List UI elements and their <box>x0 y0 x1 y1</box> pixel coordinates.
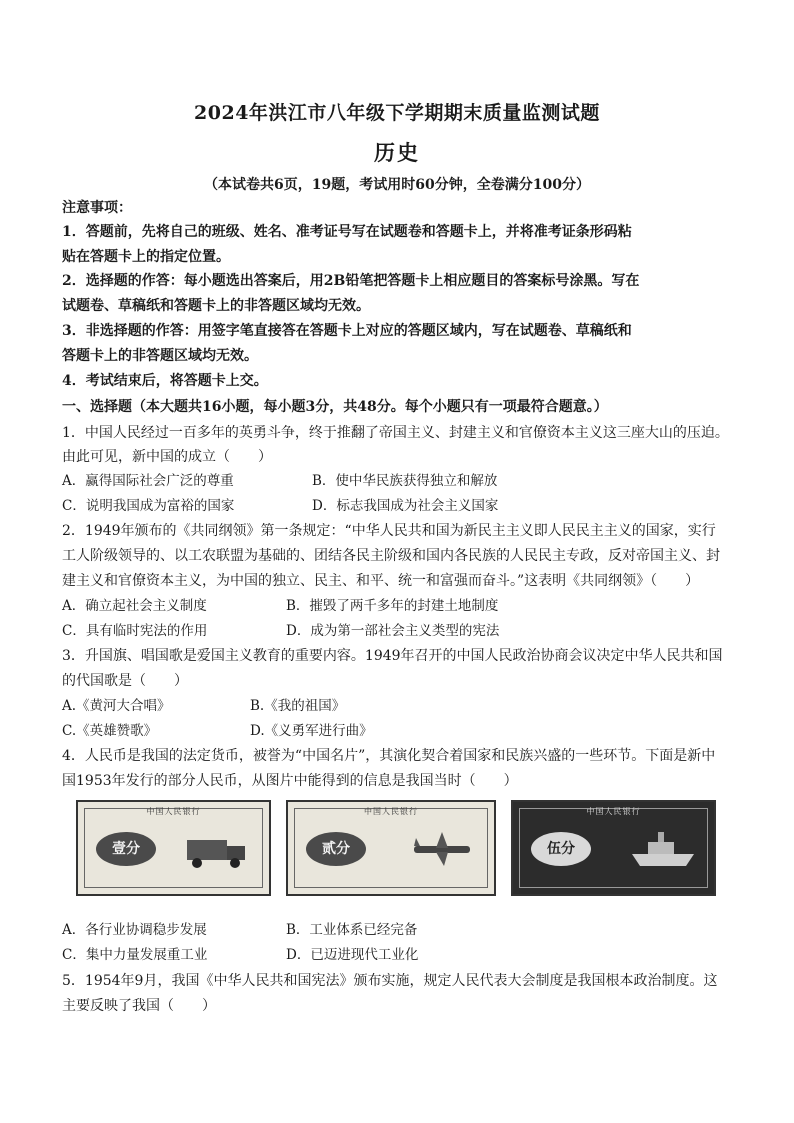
question-2-option-d: D．成为第一部社会主义类型的宪法 <box>286 623 500 639</box>
question-3-option-d: D.《义勇军进行曲》 <box>250 723 373 739</box>
question-3-option-a: A.《黄河大合唱》 <box>62 698 171 714</box>
question-1-stem: 由此可见，新中国的成立（ ） <box>62 449 272 465</box>
banknote-images <box>76 800 716 906</box>
question-4-option-a: A．各行业协调稳步发展 <box>62 922 207 938</box>
banknote-header: 中国人民银行 <box>146 807 201 816</box>
question-4-option-c: C．集中力量发展重工业 <box>62 947 208 963</box>
notice-line: 3．非选择题的作答：用签字笔直接答在答题卡上对应的答题区域内，写在试题卷、草稿纸和 <box>62 323 632 339</box>
notice-line: 4．考试结束后，将答题卡上交。 <box>62 373 268 389</box>
banknote-denomination: 壹分 <box>96 832 156 866</box>
question-3-option-c: C.《英雄赞歌》 <box>62 723 158 739</box>
section-heading: 一、选择题（本大题共16小题，每小题3分，共48分。每个小题只有一项最符合题意。） <box>62 399 608 415</box>
banknote-header: 中国人民银行 <box>364 807 418 816</box>
question-5-stem: 主要反映了我国（ ） <box>62 998 216 1014</box>
page-title: 2024年洪江市八年级下学期期末质量监测试题 <box>194 102 600 124</box>
question-2-stem: 建主义和官僚资本主义，为中国的独立、民主、和平、统一和富强而奋斗。”这表明《共同纲领》（ ） <box>62 573 700 589</box>
question-1-option-b: B．使中华民族获得独立和解放 <box>312 473 498 489</box>
question-2-option-b: B．摧毁了两千多年的封建土地制度 <box>286 598 499 614</box>
banknote-3 <box>511 800 716 896</box>
question-4-stem: 国1953年发行的部分人民币，从图片中能得到的信息是我国当时（ ） <box>62 773 518 789</box>
question-3-stem: 的代国歌是（ ） <box>62 673 188 689</box>
question-3-option-b: B.《我的祖国》 <box>250 698 346 714</box>
subject-title: 历史 <box>374 140 420 165</box>
notice-line: 答题卡上的非答题区域均无效。 <box>62 348 258 364</box>
question-4-option-d: D．已迈进现代工业化 <box>286 947 419 963</box>
question-1-option-c: C．说明我国成为富裕的国家 <box>62 498 235 514</box>
banknote-denomination: 贰分 <box>306 832 366 866</box>
question-5-stem: 5．1954年9月，我国《中华人民共和国宪法》颁布实施，规定人民代表大会制度是我国根本政治制度。这 <box>62 973 718 989</box>
truck-icon <box>183 826 253 872</box>
question-4-stem: 4．人民币是我国的法定货币，被誉为“中国名片”，其演化契合着国家和民族兴盛的一些环节。下面是新中 <box>62 748 716 764</box>
airplane-icon <box>408 826 478 872</box>
banknote-1 <box>76 800 271 896</box>
question-2-option-a: A．确立起社会主义制度 <box>62 598 207 614</box>
question-4-option-b: B．工业体系已经完备 <box>286 922 418 938</box>
notice-line: 贴在答题卡上的指定位置。 <box>62 249 230 265</box>
notice-line: 2．选择题的作答：每小题选出答案后，用2B铅笔把答题卡上相应题目的答案标号涂黑。写在 <box>62 273 640 289</box>
ship-icon <box>628 826 698 872</box>
question-1-stem: 1．中国人民经过一百多年的英勇斗争，终于推翻了帝国主义、封建主义和官僚资本主义这三座大山的压迫。 <box>62 425 729 441</box>
question-2-stem: 2．1949年颁布的《共同纲领》第一条规定：“中华人民共和国为新民主主义即人民民主主义的国家，实行 <box>62 523 716 539</box>
question-2-stem: 工人阶级领导的、以工农联盟为基础的、团结各民主阶级和国内各民族的人民民主专政，反对帝国主义、封 <box>62 548 720 564</box>
banknote-header: 中国人民银行 <box>586 807 641 816</box>
notice-heading: 注意事项： <box>62 200 132 216</box>
notice-line: 试题卷、草稿纸和答题卡上的非答题区域均无效。 <box>62 298 370 314</box>
question-3-stem: 3．升国旗、唱国歌是爱国主义教育的重要内容。1949年召开的中国人民政治协商会议决定中华人民共和国 <box>62 648 723 664</box>
question-2-option-c: C．具有临时宪法的作用 <box>62 623 208 639</box>
notice-line: 1．答题前，先将自己的班级、姓名、准考证号写在试题卷和答题卡上，并将准考证条形码粘 <box>62 224 632 240</box>
banknote-2 <box>286 800 496 896</box>
question-1-option-a: A．赢得国际社会广泛的尊重 <box>62 473 234 489</box>
banknote-denomination: 伍分 <box>531 832 591 866</box>
exam-info: （本试卷共6页，19题，考试用时60分钟，全卷满分100分） <box>204 177 590 193</box>
question-1-option-d: D．标志我国成为社会主义国家 <box>312 498 499 514</box>
